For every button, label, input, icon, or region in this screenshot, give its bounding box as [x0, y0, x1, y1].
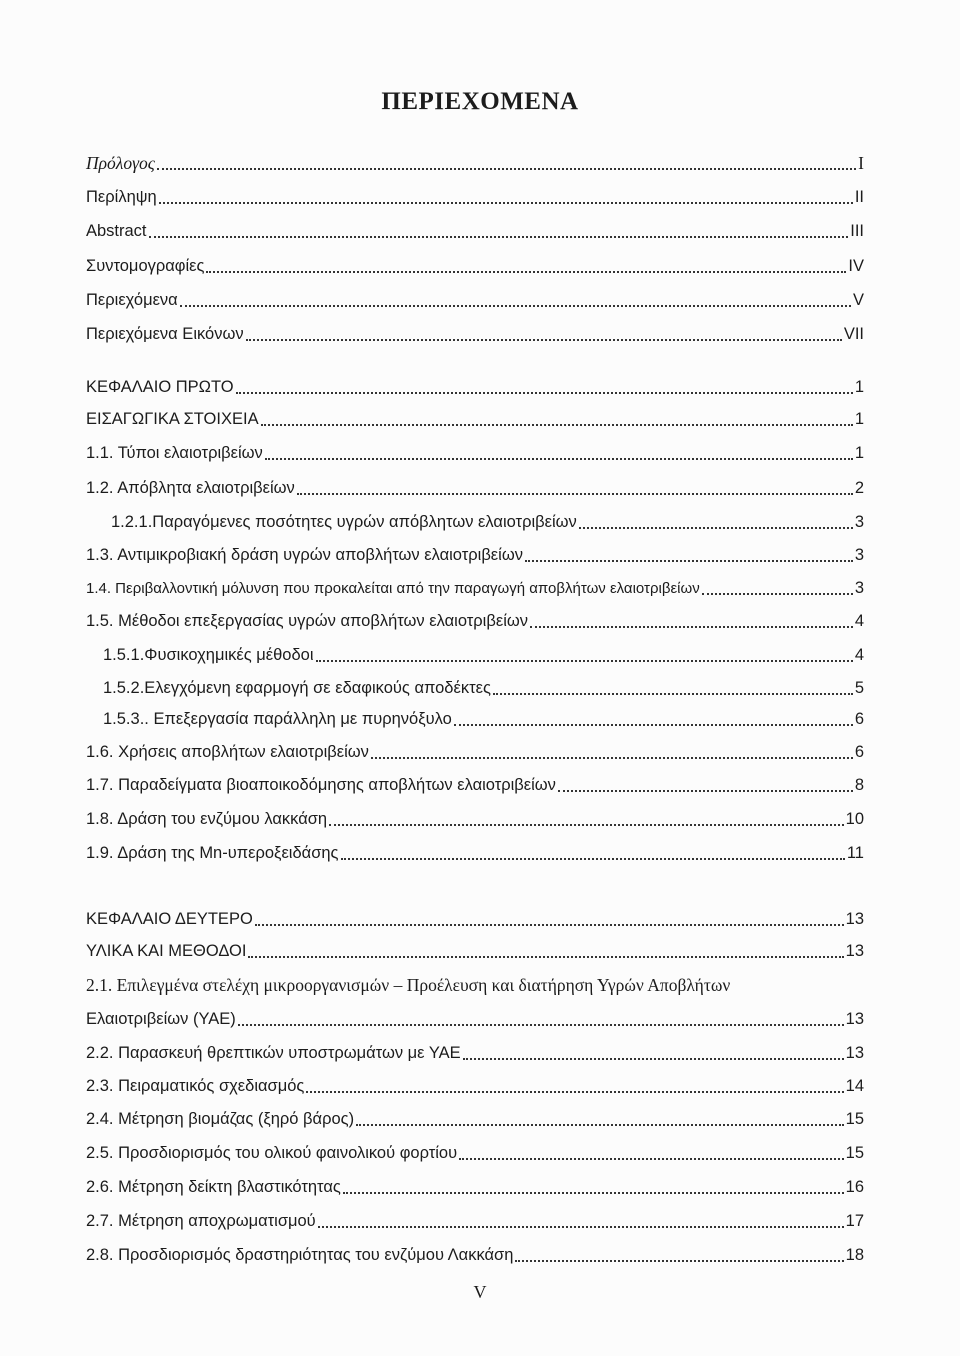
toc-entry[interactable]: 1.5.3.. Επεξεργασία παράλληλη με πυρηνόξυλο 6	[103, 706, 864, 732]
toc-entry[interactable]: 1.3. Αντιμικροβιακή δράση υγρών αποβλήτων ελαιοτριβείων 3	[86, 542, 864, 568]
toc-entry-line: 2.1. Επιλεγμένα στελέχη μικροοργανισμών – Προέλευση και διατήρηση Υγρών Αποβλήτων	[86, 975, 731, 995]
toc-entry[interactable]: Ελαιοτριβείων (ΥΑΕ) 13	[86, 1006, 864, 1032]
toc-entry[interactable]: 1.1. Τύποι ελαιοτριβείων 1	[86, 440, 864, 466]
toc-entry[interactable]: 2.5. Προσδιορισμός του ολικού φαινολικού φορτίου 15	[86, 1140, 864, 1166]
toc-entry[interactable]: 2.3. Πειραματικός σχεδιασμός 14	[86, 1073, 864, 1099]
toc-entry[interactable]: ΕΙΣΑΓΩΓΙΚΑ ΣΤΟΙΧΕΙΑ 1	[86, 406, 864, 432]
toc-entry[interactable]: 2.6. Μέτρηση δείκτη βλαστικότητας 16	[86, 1174, 864, 1200]
toc-entry[interactable]: ΚΕΦΑΛΑΙΟ ΠΡΩΤΟ 1	[86, 374, 864, 400]
page-number: V	[473, 1282, 487, 1302]
toc-entry[interactable]: 2.2. Παρασκευή θρεπτικών υποστρωμάτων με ΥΑΕ 13	[86, 1040, 864, 1066]
toc-entry[interactable]: 1.5.2.Ελεγχόμενη εφαρμογή σε εδαφικούς αποδέκτες 5	[103, 675, 864, 701]
toc-entry[interactable]: 1.6. Χρήσεις αποβλήτων ελαιοτριβείων 6	[86, 739, 864, 765]
toc-entry[interactable]: Πρόλογος I	[86, 150, 864, 176]
toc-entry[interactable]: 1.8. Δράση του ενζύμου λακκάση 10	[86, 806, 864, 832]
toc-entry[interactable]: 2.8. Προσδιορισμός δραστηριότητας του ενζύμου Λακκάση 18	[86, 1242, 864, 1268]
toc-entry[interactable]: Περιεχόμενα Εικόνων VII	[86, 321, 864, 347]
toc-entry[interactable]: ΥΛΙΚΑ ΚΑΙ ΜΕΘΟΔΟΙ 13	[86, 938, 864, 964]
toc-entry[interactable]: Περίληψη II	[86, 184, 864, 210]
toc-entry[interactable]: 1.5.1.Φυσικοχημικές μέθοδοι 4	[103, 642, 864, 668]
toc-entry[interactable]: 1.5. Μέθοδοι επεξεργασίας υγρών αποβλήτων ελαιοτριβείων 4	[86, 608, 864, 634]
toc-entry[interactable]: ΚΕΦΑΛΑΙΟ ΔΕΥΤΕΡΟ 13	[86, 906, 864, 932]
toc-entry[interactable]: 1.2. Απόβλητα ελαιοτριβείων 2	[86, 475, 864, 501]
toc-entry[interactable]: 2.4. Μέτρηση βιομάζας (ξηρό βάρος) 15	[86, 1106, 864, 1132]
toc-entry[interactable]: Συντομογραφίες IV	[86, 253, 864, 279]
page-title: ΠΕΡΙΕΧΟΜΕΝΑ	[381, 88, 579, 115]
toc-entry[interactable]: 1.4. Περιβαλλοντική μόλυνση που προκαλείται από την παραγωγή αποβλήτων ελαιοτριβείων 3	[86, 575, 864, 601]
toc-entry[interactable]: 2.7. Μέτρηση αποχρωματισμού 17	[86, 1208, 864, 1234]
toc-entry[interactable]: Περιεχόμενα V	[86, 287, 864, 313]
toc-entry[interactable]: 1.9. Δράση της Mn-υπεροξειδάσης 11	[86, 840, 864, 866]
toc-entry[interactable]: 1.7. Παραδείγματα βιοαποικοδόμησης αποβλήτων ελαιοτριβείων 8	[86, 772, 864, 798]
toc-entry[interactable]: Abstract III	[86, 218, 864, 244]
toc-entry[interactable]: 1.2.1.Παραγόμενες ποσότητες υγρών απόβλητων ελαιοτριβείων 3	[111, 509, 864, 535]
